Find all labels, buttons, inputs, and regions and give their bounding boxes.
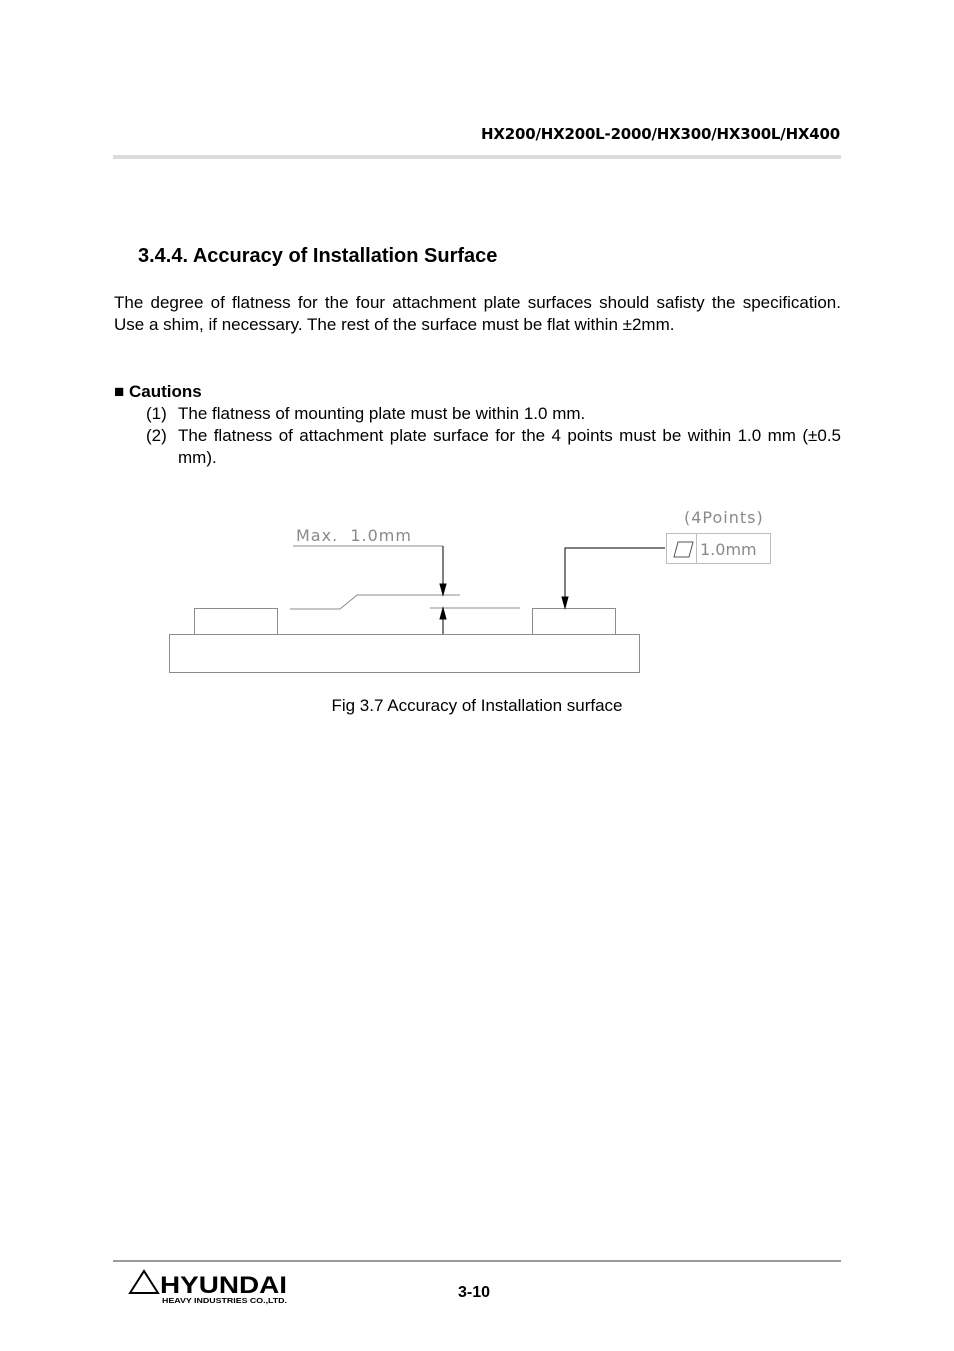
installation-surface-figure (160, 500, 790, 685)
installation-surface-drawing (160, 500, 790, 680)
flatness-leader (565, 548, 665, 608)
hyundai-logo-mark (128, 1268, 298, 1310)
caution-number: (2) (146, 426, 167, 445)
arrow-down-icon (440, 584, 446, 595)
caution-item (146, 425, 841, 469)
footer-rule (113, 1260, 841, 1262)
base-plate (170, 635, 640, 673)
header-model: HX200/HX200L-2000/HX300/HX300L/HX400 (481, 125, 840, 143)
section-title: 3.4.4. Accuracy of Installation Surface (138, 245, 498, 267)
tolerance-label: 1.0mm (700, 540, 757, 559)
body-paragraph: The degree of flatness for the four attachment plate surfaces should safisty the specification. Use a shim, if necessary. The rest of the surface must be flat within ±2mm. (114, 293, 841, 334)
triangle-logo-icon (130, 1271, 158, 1293)
points-label: (4Points) (684, 508, 764, 527)
caution-item (146, 403, 841, 425)
brand-subtitle: HEAVY INDUSTRIES CO.,LTD. (162, 1298, 288, 1305)
caution-number: (1) (146, 404, 167, 423)
brand-name: HYUNDAI (160, 1272, 287, 1299)
arrow-up-icon (440, 608, 446, 619)
hyundai-logo (128, 1268, 298, 1315)
page-number: 3-10 (458, 1284, 491, 1301)
header-rule (113, 155, 841, 159)
max-label: Max. 1.0mm (296, 526, 412, 545)
attachment-plate-left (195, 609, 278, 635)
attachment-plate-right (533, 609, 616, 635)
flatness-symbol-icon (674, 542, 693, 557)
caution-text: The flatness of mounting plate must be within 1.0 mm. (178, 404, 586, 423)
surface-profile-line (290, 595, 460, 609)
cautions-heading: ■ Cautions (114, 382, 202, 401)
caution-text: The flatness of attachment plate surface for the 4 points must be within 1.0 mm (±0.5 mm). (178, 426, 841, 467)
figure-caption: Fig 3.7 Accuracy of Installation surface (331, 696, 623, 715)
arrow-down-icon (562, 597, 568, 608)
